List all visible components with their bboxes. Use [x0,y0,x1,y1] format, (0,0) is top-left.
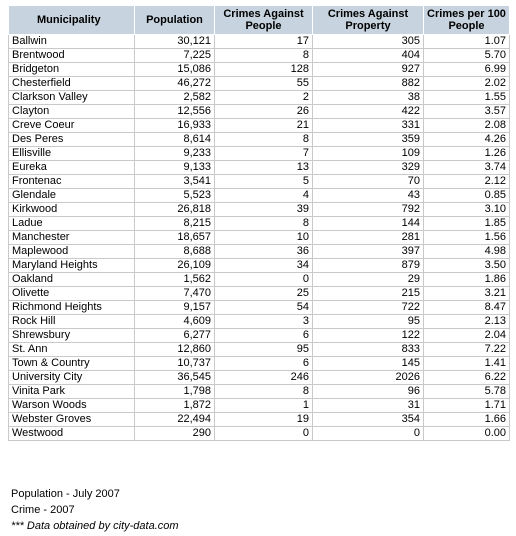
header-crimes-against-property: Crimes Against Property [313,6,424,35]
cell-crimes-per-100: 1.26 [424,147,510,161]
cell-crimes-per-100: 5.70 [424,49,510,63]
cell-crimes-per-100: 2.13 [424,315,510,329]
table-row [9,273,510,287]
header-crimes-against-people: Crimes Against People [215,6,313,35]
cell-crimes-per-100: 1.07 [424,35,510,49]
cell-population: 36,545 [135,371,215,385]
cell-crimes-against-people: 3 [215,315,313,329]
cell-crimes-per-100: 8.47 [424,301,510,315]
cell-population: 1,872 [135,399,215,413]
cell-municipality: Brentwood [9,49,135,63]
table-row [9,189,510,203]
cell-population: 5,523 [135,189,215,203]
cell-crimes-per-100: 1.56 [424,231,510,245]
note-population: Population - July 2007 [11,488,120,500]
cell-population: 12,556 [135,105,215,119]
cell-municipality: Ladue [9,217,135,231]
cell-population: 30,121 [135,35,215,49]
cell-population: 26,109 [135,259,215,273]
table-row [9,245,510,259]
table-row [9,119,510,133]
note-source: *** Data obtained by city-data.com [11,520,179,532]
table-row [9,427,510,441]
cell-crimes-against-people: 17 [215,35,313,49]
cell-crimes-against-property: 722 [313,301,424,315]
cell-crimes-against-property: 882 [313,77,424,91]
table-row [9,259,510,273]
table-row [9,399,510,413]
cell-population: 10,737 [135,357,215,371]
cell-population: 1,798 [135,385,215,399]
cell-crimes-against-property: 70 [313,175,424,189]
cell-crimes-against-people: 4 [215,189,313,203]
cell-municipality: Clarkson Valley [9,91,135,105]
cell-crimes-against-people: 5 [215,175,313,189]
cell-crimes-against-people: 95 [215,343,313,357]
cell-crimes-against-people: 8 [215,49,313,63]
cell-municipality: Westwood [9,427,135,441]
table-row [9,301,510,315]
cell-crimes-against-property: 29 [313,273,424,287]
cell-municipality: Frontenac [9,175,135,189]
crime-table-container [8,5,509,441]
cell-crimes-against-people: 7 [215,147,313,161]
cell-crimes-against-property: 397 [313,245,424,259]
cell-population: 7,470 [135,287,215,301]
cell-crimes-per-100: 3.21 [424,287,510,301]
cell-crimes-against-people: 8 [215,217,313,231]
cell-municipality: Vinita Park [9,385,135,399]
cell-municipality: Rock Hill [9,315,135,329]
cell-crimes-against-people: 246 [215,371,313,385]
cell-crimes-per-100: 1.41 [424,357,510,371]
cell-crimes-against-property: 122 [313,329,424,343]
cell-municipality: Manchester [9,231,135,245]
cell-crimes-against-people: 0 [215,427,313,441]
header-row [9,6,510,35]
cell-crimes-against-property: 43 [313,189,424,203]
cell-crimes-against-people: 0 [215,273,313,287]
cell-crimes-per-100: 0.85 [424,189,510,203]
cell-crimes-against-property: 0 [313,427,424,441]
header-crimes-per-100: Crimes per 100 People [424,6,510,35]
cell-crimes-against-property: 145 [313,357,424,371]
cell-municipality: Ellisville [9,147,135,161]
cell-crimes-against-people: 8 [215,133,313,147]
cell-crimes-against-property: 329 [313,161,424,175]
cell-municipality: Kirkwood [9,203,135,217]
cell-municipality: Warson Woods [9,399,135,413]
table-body [9,35,510,441]
cell-population: 22,494 [135,413,215,427]
cell-municipality: Maplewood [9,245,135,259]
cell-municipality: Bridgeton [9,63,135,77]
cell-crimes-per-100: 1.66 [424,413,510,427]
cell-population: 8,215 [135,217,215,231]
cell-crimes-against-property: 38 [313,91,424,105]
cell-crimes-against-people: 25 [215,287,313,301]
table-row [9,105,510,119]
table-row [9,413,510,427]
cell-crimes-per-100: 2.04 [424,329,510,343]
cell-crimes-against-people: 13 [215,161,313,175]
header-population: Population [135,6,215,35]
cell-municipality: University City [9,371,135,385]
cell-crimes-against-property: 404 [313,49,424,63]
cell-population: 9,157 [135,301,215,315]
cell-municipality: Clayton [9,105,135,119]
cell-municipality: Richmond Heights [9,301,135,315]
cell-crimes-per-100: 0.00 [424,427,510,441]
cell-municipality: St. Ann [9,343,135,357]
cell-population: 8,688 [135,245,215,259]
cell-municipality: Webster Groves [9,413,135,427]
cell-crimes-against-people: 6 [215,357,313,371]
cell-municipality: Maryland Heights [9,259,135,273]
table-row [9,161,510,175]
cell-crimes-per-100: 6.99 [424,63,510,77]
header-municipality: Municipality [9,6,135,35]
cell-population: 18,657 [135,231,215,245]
table-row [9,147,510,161]
cell-crimes-against-people: 36 [215,245,313,259]
cell-municipality: Glendale [9,189,135,203]
cell-crimes-against-property: 331 [313,119,424,133]
footnotes [11,486,179,534]
cell-municipality: Eureka [9,161,135,175]
cell-municipality: Oakland [9,273,135,287]
table-row [9,385,510,399]
cell-population: 15,086 [135,63,215,77]
table-row [9,343,510,357]
cell-population: 6,277 [135,329,215,343]
cell-crimes-against-people: 21 [215,119,313,133]
cell-municipality: Olivette [9,287,135,301]
cell-crimes-against-people: 26 [215,105,313,119]
cell-population: 3,541 [135,175,215,189]
note-crime: Crime - 2007 [11,504,75,516]
table-row [9,175,510,189]
table-row [9,77,510,91]
cell-crimes-per-100: 2.12 [424,175,510,189]
cell-municipality: Chesterfield [9,77,135,91]
cell-crimes-against-people: 34 [215,259,313,273]
cell-crimes-per-100: 1.85 [424,217,510,231]
cell-crimes-against-property: 2026 [313,371,424,385]
cell-crimes-per-100: 1.86 [424,273,510,287]
cell-crimes-per-100: 2.02 [424,77,510,91]
cell-crimes-against-property: 96 [313,385,424,399]
table-row [9,357,510,371]
cell-population: 12,860 [135,343,215,357]
table-row [9,217,510,231]
table-row [9,49,510,63]
table-row [9,203,510,217]
cell-crimes-per-100: 2.08 [424,119,510,133]
table-row [9,35,510,49]
cell-crimes-against-people: 1 [215,399,313,413]
cell-population: 7,225 [135,49,215,63]
cell-crimes-per-100: 3.10 [424,203,510,217]
table-row [9,91,510,105]
cell-crimes-per-100: 6.22 [424,371,510,385]
cell-crimes-per-100: 7.22 [424,343,510,357]
cell-crimes-per-100: 1.71 [424,399,510,413]
cell-crimes-against-people: 10 [215,231,313,245]
cell-crimes-against-people: 8 [215,385,313,399]
cell-population: 1,562 [135,273,215,287]
crime-table [8,5,510,441]
cell-crimes-against-property: 354 [313,413,424,427]
cell-population: 9,133 [135,161,215,175]
cell-crimes-against-property: 281 [313,231,424,245]
table-row [9,329,510,343]
cell-crimes-against-people: 39 [215,203,313,217]
table-row [9,315,510,329]
cell-municipality: Shrewsbury [9,329,135,343]
cell-population: 16,933 [135,119,215,133]
cell-population: 2,582 [135,91,215,105]
cell-crimes-against-people: 6 [215,329,313,343]
cell-crimes-against-property: 215 [313,287,424,301]
cell-crimes-against-property: 792 [313,203,424,217]
cell-crimes-per-100: 4.98 [424,245,510,259]
cell-municipality: Town & Country [9,357,135,371]
cell-crimes-against-property: 305 [313,35,424,49]
cell-population: 46,272 [135,77,215,91]
cell-crimes-against-property: 31 [313,399,424,413]
table-row [9,63,510,77]
cell-population: 4,609 [135,315,215,329]
cell-crimes-per-100: 4.26 [424,133,510,147]
table-row [9,133,510,147]
cell-crimes-against-people: 54 [215,301,313,315]
table-row [9,287,510,301]
cell-crimes-against-people: 128 [215,63,313,77]
cell-population: 8,614 [135,133,215,147]
cell-crimes-per-100: 3.74 [424,161,510,175]
cell-municipality: Creve Coeur [9,119,135,133]
cell-crimes-against-people: 2 [215,91,313,105]
cell-crimes-against-property: 927 [313,63,424,77]
cell-municipality: Des Peres [9,133,135,147]
cell-population: 26,818 [135,203,215,217]
cell-crimes-against-property: 95 [313,315,424,329]
table-row [9,231,510,245]
cell-crimes-per-100: 3.50 [424,259,510,273]
cell-population: 290 [135,427,215,441]
cell-crimes-against-people: 55 [215,77,313,91]
cell-crimes-against-property: 144 [313,217,424,231]
cell-crimes-against-property: 359 [313,133,424,147]
cell-crimes-against-property: 109 [313,147,424,161]
cell-crimes-per-100: 5.78 [424,385,510,399]
cell-crimes-against-property: 833 [313,343,424,357]
cell-crimes-against-property: 879 [313,259,424,273]
cell-population: 9,233 [135,147,215,161]
cell-crimes-against-people: 19 [215,413,313,427]
cell-municipality: Ballwin [9,35,135,49]
cell-crimes-against-property: 422 [313,105,424,119]
cell-crimes-per-100: 3.57 [424,105,510,119]
table-row [9,371,510,385]
cell-crimes-per-100: 1.55 [424,91,510,105]
